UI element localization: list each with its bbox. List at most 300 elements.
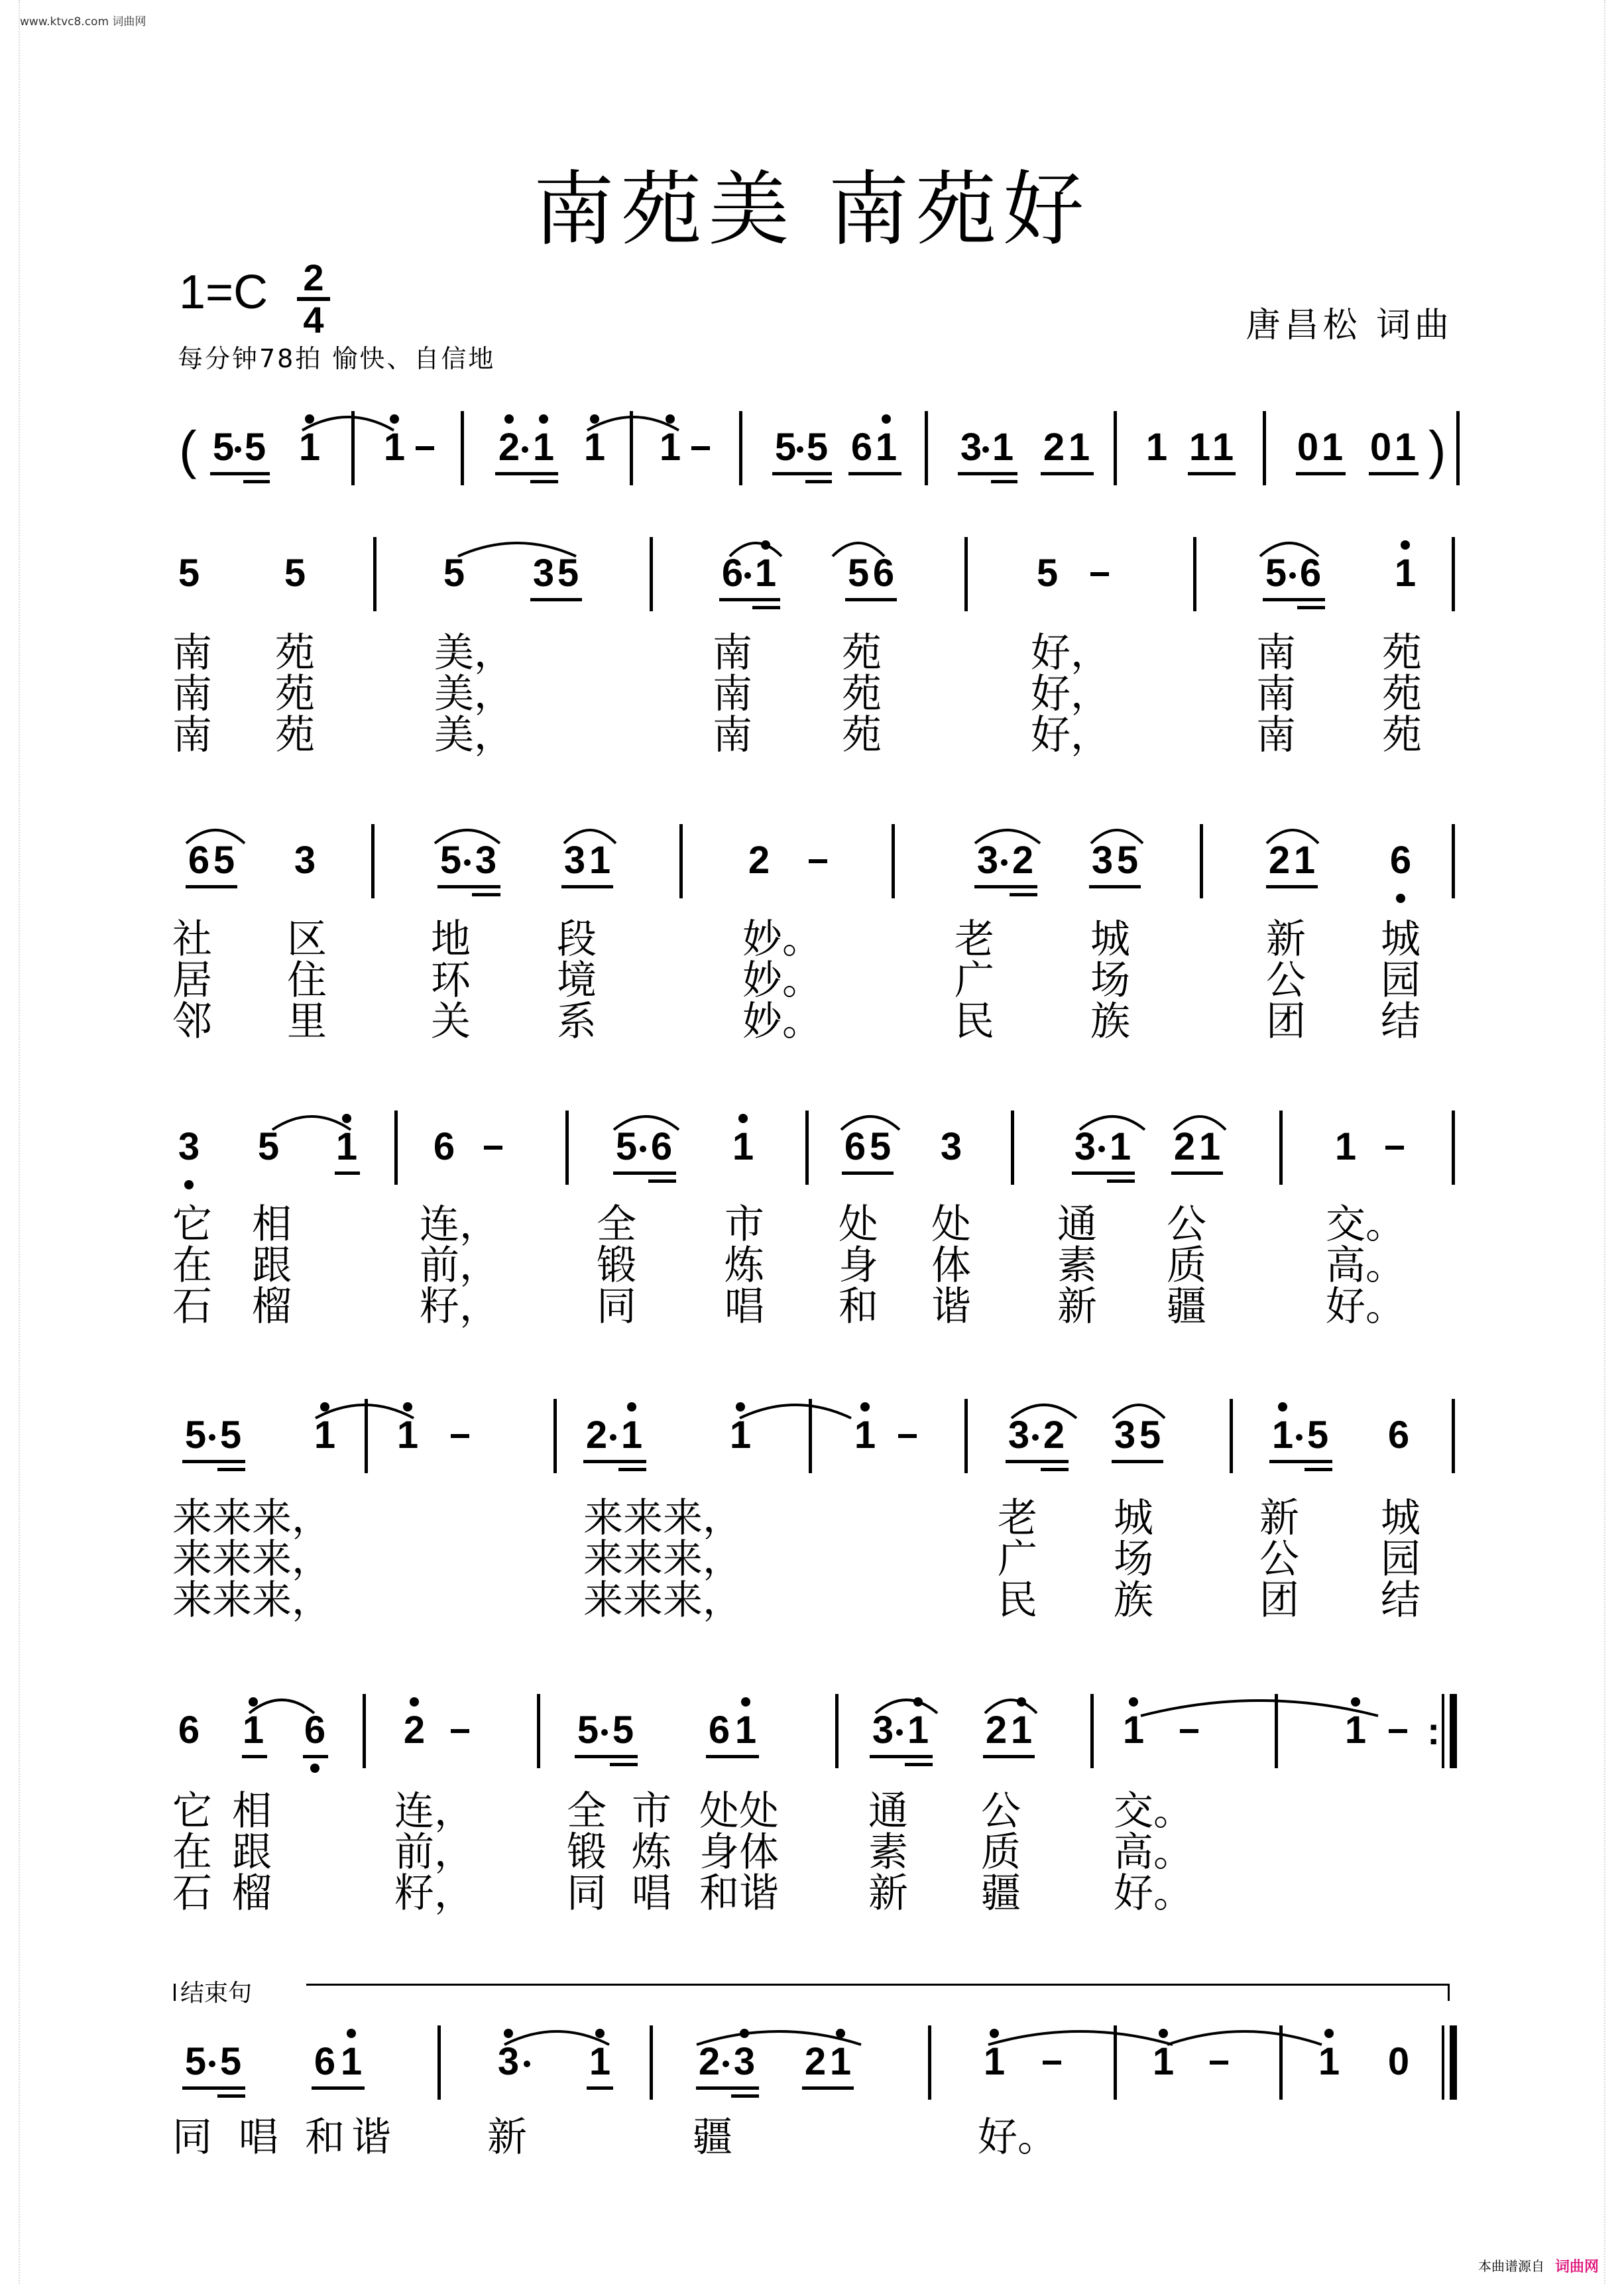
lyric: 系	[557, 998, 597, 1045]
tie	[1163, 2022, 1326, 2049]
dot	[403, 1402, 412, 1412]
lyric: 族	[1114, 1577, 1153, 1624]
ending-bracket-left	[174, 1984, 176, 2001]
dot	[1129, 1697, 1138, 1707]
lyric: 场	[1090, 957, 1130, 1004]
dash	[484, 1146, 502, 1150]
staff-row-6	[169, 1691, 1462, 1790]
underline	[974, 885, 1037, 888]
underline	[1072, 1172, 1135, 1175]
note: 6	[178, 1709, 200, 1752]
lyric: 广	[998, 1536, 1037, 1583]
lyric: 南	[1256, 671, 1296, 717]
dot	[610, 1434, 616, 1441]
dash	[1385, 1146, 1404, 1150]
note: 1	[875, 426, 898, 469]
lyric: 同	[567, 1870, 607, 1917]
dash	[1043, 2061, 1061, 2065]
note: 3	[1091, 839, 1114, 882]
note: 1	[754, 552, 777, 595]
underline	[991, 480, 1017, 483]
note: 5	[212, 426, 235, 469]
note: 6	[844, 1125, 866, 1168]
lyric: 好。	[978, 2114, 1057, 2161]
dot	[1098, 1146, 1105, 1152]
barline	[1452, 824, 1455, 898]
barline	[1090, 1694, 1094, 1768]
tempo-marking: 每分钟78拍 愉快、自信地	[178, 344, 496, 373]
note: 1	[729, 1413, 752, 1457]
lyric: 城	[1090, 916, 1130, 963]
lyric: 质	[981, 1829, 1021, 1876]
staff-row-1	[169, 408, 1462, 507]
note: 5	[219, 2040, 242, 2083]
dash	[1180, 1729, 1198, 1733]
note: 5	[219, 1413, 242, 1457]
underline	[182, 1460, 245, 1463]
dot	[235, 446, 241, 453]
lyric: 妙。	[742, 998, 822, 1045]
dot	[310, 1764, 319, 1773]
note: 1	[1344, 1709, 1367, 1752]
lyric: 团	[1259, 1577, 1299, 1624]
dot	[797, 446, 803, 453]
dash	[451, 1434, 469, 1438]
dot	[1289, 572, 1296, 579]
note: 3	[960, 426, 982, 469]
dot	[627, 1402, 636, 1412]
staff-row-3	[169, 821, 1462, 920]
staff-row-7	[169, 2022, 1462, 2122]
lyrics-row-6-verse-2	[169, 1831, 1462, 1874]
underline	[613, 1172, 676, 1175]
lyric: 广	[955, 957, 994, 1004]
lyric: 来来来，	[583, 1577, 742, 1624]
barline	[1011, 1111, 1014, 1185]
underline	[1006, 1460, 1069, 1463]
final-barline-thin	[1442, 2025, 1444, 2100]
lyric: 在	[172, 1242, 212, 1289]
underline	[561, 885, 613, 888]
note: 1	[1109, 1125, 1131, 1168]
lyric: 园	[1381, 957, 1421, 1004]
underline	[1171, 1172, 1223, 1175]
lyric: 苑	[1382, 712, 1422, 758]
lyric: 疆	[1167, 1284, 1206, 1330]
underline	[1305, 1468, 1332, 1471]
lyric: 南	[713, 671, 752, 717]
note: 1	[1334, 1125, 1357, 1168]
note: 1	[1152, 2040, 1175, 2083]
note: 3	[1074, 1125, 1096, 1168]
note: 5	[774, 426, 797, 469]
repeat-dots: :	[1427, 1710, 1440, 1753]
note: 1	[1212, 426, 1234, 469]
note: 1	[992, 426, 1014, 469]
lyrics-row-5-verse-2	[169, 1538, 1462, 1581]
note: 6	[433, 1125, 455, 1168]
underline	[648, 1179, 676, 1183]
lyric: 园	[1381, 1536, 1421, 1583]
barline	[892, 824, 895, 898]
note: 3	[178, 1125, 200, 1168]
note: 5	[184, 2040, 207, 2083]
note: 2	[1043, 426, 1065, 469]
lyric: 连，	[394, 1788, 474, 1834]
lyric: 新	[1057, 1284, 1097, 1330]
lyric: 好。	[1114, 1870, 1193, 1917]
lyric: 同	[172, 2114, 212, 2161]
dot	[1324, 2029, 1334, 2038]
underline	[472, 893, 500, 896]
note: 5	[557, 552, 579, 595]
note: 1	[314, 1413, 336, 1457]
underline	[618, 1468, 646, 1471]
lyrics-row-7	[169, 2116, 1462, 2159]
barline	[1114, 2025, 1117, 2100]
note: 2	[748, 839, 770, 882]
note: 5	[577, 1709, 599, 1752]
note: 5	[1139, 1413, 1161, 1457]
lyric: 好，	[1031, 671, 1110, 717]
note: 1	[734, 1709, 757, 1752]
dot	[524, 2061, 530, 2067]
lyric: 市	[632, 1788, 671, 1834]
note: 3	[733, 2040, 756, 2083]
lyric: 新	[1259, 1495, 1299, 1541]
dot	[741, 1697, 750, 1707]
lyric: 好。	[1326, 1284, 1405, 1330]
note: 2	[804, 2040, 827, 2083]
lyric: 南	[713, 712, 752, 758]
lyric: 全	[567, 1788, 607, 1834]
underline	[210, 472, 270, 475]
barline	[1230, 1399, 1233, 1473]
barline	[437, 2025, 441, 2100]
dot	[590, 414, 599, 424]
dash	[898, 1434, 917, 1438]
underline	[1041, 472, 1094, 475]
song-title: 南苑美 南苑好	[533, 162, 1091, 257]
barline	[739, 411, 742, 485]
lyrics-row-5-verse-3	[169, 1579, 1462, 1622]
lyric: 全	[597, 1201, 636, 1248]
dot	[723, 2061, 729, 2067]
lyric: 交。	[1114, 1788, 1193, 1834]
note: 2	[1043, 1413, 1065, 1457]
lyrics-row-3-verse-3	[169, 1000, 1462, 1043]
barline	[809, 1399, 812, 1473]
note: 2	[1012, 839, 1034, 882]
lyric: 妙。	[742, 957, 822, 1004]
note: 5	[443, 552, 465, 595]
dash	[1389, 1729, 1407, 1733]
note: 6	[708, 1709, 730, 1752]
note: 6	[650, 1125, 673, 1168]
note: 5	[178, 552, 200, 595]
dot	[539, 414, 548, 424]
dot	[209, 2061, 215, 2067]
note: 1	[589, 839, 611, 882]
lyric: 新	[1266, 916, 1306, 963]
lyric: 南	[172, 712, 212, 758]
dot	[320, 1402, 329, 1412]
note: 6	[721, 552, 744, 595]
note: 2	[1173, 1125, 1196, 1168]
underline	[1089, 885, 1141, 888]
lyric: 连，	[420, 1201, 499, 1248]
dot	[640, 1146, 646, 1152]
note: 1	[854, 1413, 876, 1457]
dash	[451, 1729, 469, 1733]
note: 1	[1321, 426, 1344, 469]
lyric: 老	[955, 916, 994, 963]
lyric: 苑	[1382, 671, 1422, 717]
underline	[495, 472, 558, 475]
ending-label: 结束句	[180, 1980, 253, 2007]
lyric: 城	[1381, 916, 1421, 963]
dot	[1396, 894, 1405, 903]
lyric: 和谐	[699, 1870, 779, 1917]
lyric: 好，	[1031, 630, 1110, 676]
ending-bracket	[174, 1974, 1450, 2007]
dot	[836, 2029, 845, 2038]
note: 1	[620, 1413, 643, 1457]
note: 1	[1293, 839, 1316, 882]
dot	[184, 1180, 194, 1189]
lyric: 身	[839, 1242, 878, 1289]
underline	[1010, 893, 1037, 896]
dot	[740, 2029, 749, 2038]
barline	[925, 411, 928, 485]
note: 1	[1122, 1709, 1145, 1752]
tie	[736, 1396, 855, 1422]
barline	[363, 1694, 366, 1768]
barline	[1275, 1694, 1278, 1768]
dot	[305, 414, 314, 424]
lyric: 居	[172, 957, 212, 1004]
lyric: 来来来，	[583, 1495, 742, 1541]
barline	[1279, 2025, 1283, 2100]
dot	[882, 414, 891, 424]
dot	[504, 414, 514, 424]
dot	[761, 540, 770, 550]
underline	[752, 606, 780, 609]
note: 1	[1198, 1125, 1221, 1168]
note: 5	[284, 552, 306, 595]
lyrics-row-2-verse-2	[169, 673, 1462, 715]
lyric: 来来来，	[172, 1495, 331, 1541]
note: 5	[244, 426, 266, 469]
lyric: 锻	[597, 1242, 636, 1289]
lyric: 石	[172, 1284, 212, 1330]
underline	[217, 1468, 245, 1471]
note: 1	[732, 1125, 754, 1168]
note: 1	[583, 426, 606, 469]
barline	[1452, 1111, 1455, 1185]
barline	[351, 411, 355, 485]
ending-bracket-right	[1448, 1984, 1450, 2001]
dot	[601, 1729, 608, 1736]
barline	[1452, 537, 1455, 611]
lyric: 市	[725, 1201, 764, 1248]
lyric: 住	[287, 957, 327, 1004]
dot	[504, 2029, 513, 2038]
lyrics-row-5-verse-1	[169, 1497, 1462, 1539]
dot	[464, 859, 471, 866]
lyric: 唱	[725, 1284, 764, 1330]
underline	[437, 885, 500, 888]
note: 1	[396, 1413, 419, 1457]
note: 1	[1068, 426, 1090, 469]
note: 2	[585, 1413, 608, 1457]
repeat-barline-thin	[1442, 1694, 1444, 1768]
footer-brand-logo[interactable]: 词曲网	[1554, 2259, 1599, 2275]
right-margin-border	[1604, 0, 1624, 2284]
note: 5	[1036, 552, 1059, 595]
note: 1	[829, 2040, 852, 2083]
note: 2	[403, 1709, 426, 1752]
lyric: 公	[981, 1788, 1021, 1834]
underline	[186, 885, 237, 888]
underline	[1266, 885, 1318, 888]
lyric: 苑	[275, 712, 315, 758]
ending-bracket-line	[306, 1984, 1450, 1986]
dash	[1210, 2061, 1228, 2065]
lyric: 里	[287, 998, 327, 1045]
barline	[964, 1399, 968, 1473]
lyric: 公	[1259, 1536, 1299, 1583]
note: 1	[1271, 1413, 1294, 1457]
underline	[312, 2086, 365, 2090]
lyric: 美，	[434, 630, 514, 676]
lyric: 唱	[632, 1870, 671, 1917]
dot	[1296, 1434, 1303, 1441]
barline	[394, 1111, 398, 1185]
lyric: 体	[931, 1242, 971, 1289]
note: 5	[1116, 839, 1139, 882]
lyrics-row-2-verse-3	[169, 714, 1462, 756]
note: 5	[257, 1125, 280, 1168]
lyric: 它	[172, 1788, 212, 1834]
lyric: 处	[931, 1201, 971, 1248]
dot	[738, 1114, 748, 1123]
barline	[553, 1399, 557, 1473]
underline	[575, 1755, 638, 1758]
left-margin-border	[0, 0, 20, 2284]
dot	[990, 2029, 999, 2038]
barline	[461, 411, 464, 485]
lyric: 区	[287, 916, 327, 963]
dot	[982, 446, 989, 453]
underline	[845, 598, 897, 601]
note: 2	[498, 426, 520, 469]
note: 3	[1114, 1413, 1136, 1457]
underline	[610, 1763, 638, 1766]
note: 2	[698, 2040, 721, 2083]
lyric: 南	[713, 630, 752, 676]
lyric: 好，	[1031, 712, 1110, 758]
dot	[1017, 1697, 1026, 1707]
lyric: 高。	[1114, 1829, 1193, 1876]
note: 6	[314, 2040, 336, 2083]
note: 2	[1268, 839, 1291, 882]
lyric: 在	[172, 1829, 212, 1876]
staff-row-4	[169, 1107, 1462, 1207]
underline	[1188, 472, 1236, 475]
note: 1	[589, 2040, 611, 2083]
dash	[416, 446, 434, 450]
dot	[666, 414, 675, 424]
note: 5	[1306, 1413, 1329, 1457]
note: 5	[184, 1413, 207, 1457]
note: 6	[850, 426, 873, 469]
dash	[1090, 572, 1109, 576]
underline	[805, 480, 832, 483]
barline	[630, 411, 633, 485]
lyric: 南	[1256, 630, 1296, 676]
lyric: 来来来，	[172, 1577, 331, 1624]
note: 1	[1010, 1709, 1033, 1752]
barline	[679, 824, 683, 898]
lyric: 素	[1057, 1242, 1097, 1289]
dot	[347, 2029, 356, 2038]
lyric: 城	[1114, 1495, 1153, 1541]
lyric: 通	[1057, 1201, 1097, 1248]
lyric: 相	[252, 1201, 292, 1248]
note: 1	[1394, 426, 1417, 469]
lyric: 邻	[172, 998, 212, 1045]
note: 1	[340, 2040, 363, 2083]
note: 3	[1008, 1413, 1030, 1457]
barline	[928, 2025, 931, 2100]
lyric: 榴	[252, 1284, 292, 1330]
note: 1	[1189, 426, 1211, 469]
lyric: 交。	[1326, 1201, 1405, 1248]
dash	[691, 446, 710, 450]
barline	[964, 537, 968, 611]
tie	[984, 2022, 1177, 2049]
time-signature-bottom: 4	[303, 299, 324, 341]
dot	[342, 1114, 351, 1123]
lyric: 公	[1167, 1201, 1206, 1248]
underline	[870, 1755, 933, 1758]
note: 1	[383, 426, 406, 469]
underline	[1269, 1460, 1332, 1463]
note: 3	[475, 839, 497, 882]
note: 1	[242, 1709, 264, 1752]
underline	[1107, 1179, 1135, 1183]
note: 1	[1318, 2040, 1340, 2083]
dot	[736, 1402, 745, 1412]
underline	[1369, 472, 1419, 475]
lyric: 苑	[275, 671, 315, 717]
lyric: 炼	[725, 1242, 764, 1289]
lyric: 南	[172, 671, 212, 717]
lyric: 地	[431, 916, 471, 963]
dot	[913, 1697, 923, 1707]
note: 1	[659, 426, 681, 469]
dot	[410, 1697, 419, 1707]
dot	[522, 446, 528, 453]
source-url: www.ktvc8.com 词曲网	[20, 15, 146, 29]
underline	[719, 598, 780, 601]
underline	[530, 480, 558, 483]
lyric: 前，	[420, 1242, 499, 1289]
underline	[731, 2094, 759, 2098]
note: 1	[1145, 426, 1168, 469]
lyric: 南	[1256, 712, 1296, 758]
